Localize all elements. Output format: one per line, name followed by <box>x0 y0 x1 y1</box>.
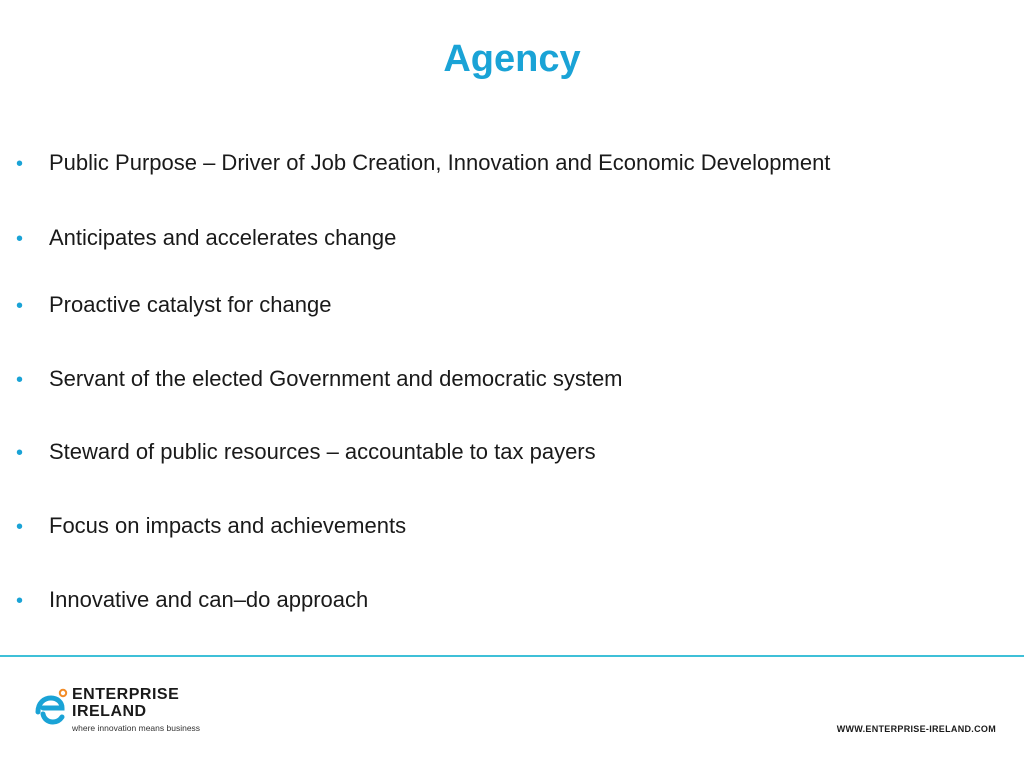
enterprise-ireland-logo <box>32 686 212 738</box>
enterprise-ireland-e-logo-icon <box>32 688 70 728</box>
website-url: WWW.ENTERPRISE-IRELAND.COM <box>836 724 996 734</box>
bullet-icon: • <box>16 516 24 538</box>
bullet-text: Innovative and can–do approach <box>49 587 369 612</box>
bullet-item <box>16 225 396 252</box>
bullet-icon: • <box>16 153 24 175</box>
bullet-item <box>16 292 331 319</box>
slide-title: Agency <box>443 38 581 80</box>
bullet-item <box>16 366 623 393</box>
bullet-icon: • <box>16 590 24 612</box>
bullet-icon: • <box>16 228 24 250</box>
bullet-text: Servant of the elected Government and democratic system <box>49 366 623 391</box>
logo-tagline: where innovation means business <box>72 723 201 733</box>
footer-divider <box>0 655 1024 657</box>
bullet-item <box>16 513 406 540</box>
bullet-icon: • <box>16 295 24 317</box>
logo-line-1: ENTERPRISE <box>72 686 180 703</box>
bullet-icon: • <box>16 442 24 464</box>
bullet-item <box>16 587 368 614</box>
logo-line-2: IRELAND <box>72 703 147 720</box>
bullet-text: Focus on impacts and achievements <box>49 513 407 538</box>
bullet-text: Proactive catalyst for change <box>49 292 332 317</box>
bullet-text: Anticipates and accelerates change <box>49 225 397 250</box>
bullet-item <box>16 439 596 466</box>
logo-wordmark <box>72 686 200 733</box>
bullet-text: Public Purpose – Driver of Job Creation, Innovation and Economic Development <box>49 150 831 175</box>
bullet-item <box>16 150 830 177</box>
bullet-text: Steward of public resources – accountable to tax payers <box>49 439 596 464</box>
bullet-icon: • <box>16 369 24 391</box>
